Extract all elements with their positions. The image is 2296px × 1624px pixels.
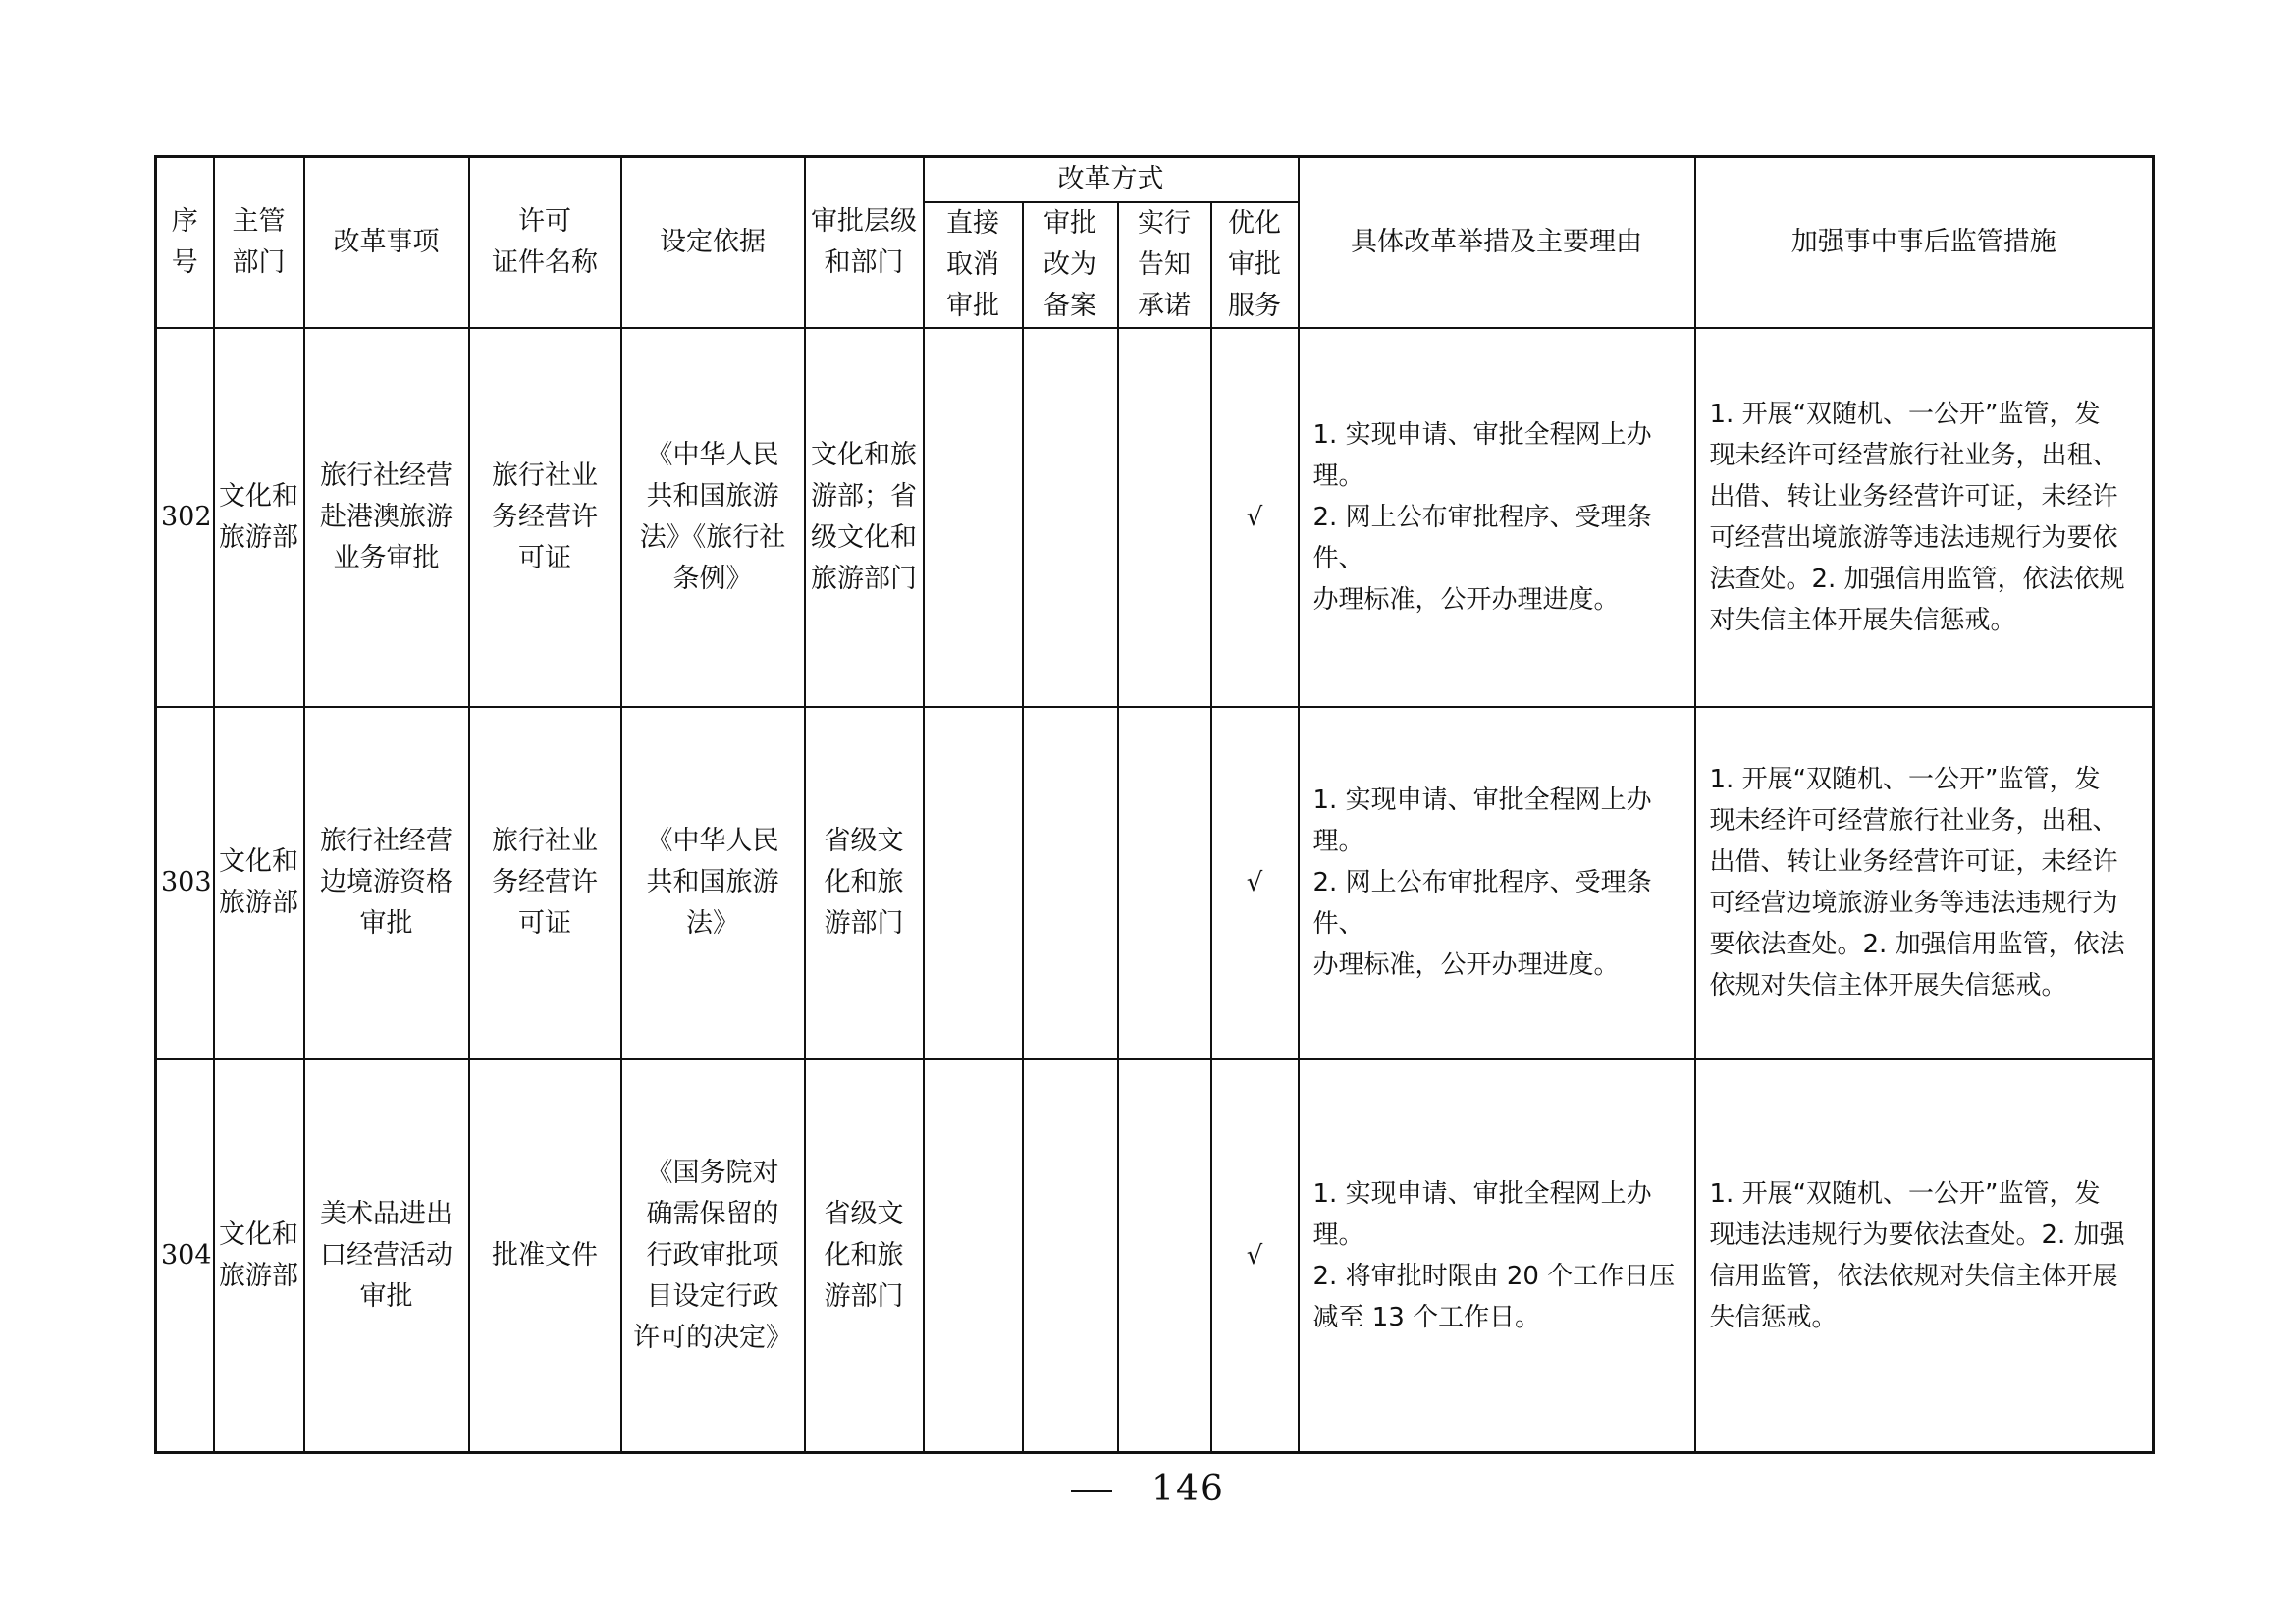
row-dept: 文化和 旅游部 [214, 1059, 304, 1453]
header-mode-optimize: 优化 审批 服务 [1211, 202, 1299, 328]
row-license: 旅行社业 务经营许 可证 [469, 707, 621, 1059]
header-seq: 序 号 [156, 157, 214, 328]
row-supervision: 1. 开展“双随机、一公开”监管，发 现违法违规行为要依法查处。2. 加强 信用监管，依法依规对失信主体开展 失信惩戒。 [1695, 1059, 2154, 1453]
row-level: 省级文 化和旅 游部门 [805, 1059, 924, 1453]
row-dept: 文化和 旅游部 [214, 328, 304, 707]
row-seq: 303 [156, 707, 214, 1059]
row-basis: 《中华人民 共和国旅游 法》 [621, 707, 805, 1059]
row-license: 批准文件 [469, 1059, 621, 1453]
row-seq: 302 [156, 328, 214, 707]
header-dept: 主管 部门 [214, 157, 304, 328]
row-level: 省级文 化和旅 游部门 [805, 707, 924, 1059]
header-mode-cancel: 直接 取消 审批 [924, 202, 1023, 328]
row-supervision: 1. 开展“双随机、一公开”监管，发 现未经许可经营旅行社业务，出租、 出借、转让业务经营许可证，未经许 可经营出境旅游等违法违规行为要依 法查处。2. 加强信用监管，依法依规 对失信主体开展失信惩戒。 [1695, 328, 2154, 707]
header-item: 改革事项 [304, 157, 469, 328]
row-mark-cancel [924, 328, 1023, 707]
row-mark-filing [1023, 707, 1118, 1059]
row-mark-cancel [924, 707, 1023, 1059]
row-license: 旅行社业 务经营许 可证 [469, 328, 621, 707]
row-item: 旅行社经营 赴港澳旅游 业务审批 [304, 328, 469, 707]
row-mark-notify [1118, 328, 1211, 707]
table-row [156, 1059, 2154, 1453]
page-number: 146 [1151, 1469, 1225, 1509]
row-basis: 《国务院对 确需保留的 行政审批项 目设定行政 许可的决定》 [621, 1059, 805, 1453]
header-mode-filing: 审批 改为 备案 [1023, 202, 1118, 328]
row-basis: 《中华人民 共和国旅游 法》《旅行社 条例》 [621, 328, 805, 707]
header-supervision: 加强事中事后监管措施 [1695, 157, 2154, 328]
header-level: 审批层级 和部门 [805, 157, 924, 328]
row-mark-filing [1023, 328, 1118, 707]
header-mode-notify: 实行 告知 承诺 [1118, 202, 1211, 328]
table-row [156, 328, 2154, 707]
row-supervision: 1. 开展“双随机、一公开”监管，发 现未经许可经营旅行社业务，出租、 出借、转让业务经营许可证，未经许 可经营边境旅游业务等违法违规行为 要依法查处。2. 加强信用监管，依法 依规对失信主体开展失信惩戒。 [1695, 707, 2154, 1059]
row-item: 美术品进出 口经营活动 审批 [304, 1059, 469, 1453]
row-mark-notify [1118, 1059, 1211, 1453]
page-footer [0, 1469, 2296, 1509]
row-level: 文化和旅 游部；省 级文化和 旅游部门 [805, 328, 924, 707]
row-item: 旅行社经营 边境游资格 审批 [304, 707, 469, 1059]
row-mark-notify [1118, 707, 1211, 1059]
row-measures: 1. 实现申请、审批全程网上办理。 2. 将审批时限由 20 个工作日压 减至 13 个工作日。 [1299, 1059, 1695, 1453]
header-measures: 具体改革举措及主要理由 [1299, 157, 1695, 328]
row-mark-cancel [924, 1059, 1023, 1453]
footer-dash [1071, 1490, 1112, 1492]
row-measures: 1. 实现申请、审批全程网上办理。 2. 网上公布审批程序、受理条件、 办理标准，公开办理进度。 [1299, 707, 1695, 1059]
header-mode-group: 改革方式 [924, 157, 1299, 202]
row-mark-optimize: √ [1211, 1059, 1299, 1453]
row-dept: 文化和 旅游部 [214, 707, 304, 1059]
row-seq: 304 [156, 1059, 214, 1453]
row-mark-optimize: √ [1211, 707, 1299, 1059]
row-mark-filing [1023, 1059, 1118, 1453]
row-measures: 1. 实现申请、审批全程网上办理。 2. 网上公布审批程序、受理条件、 办理标准，公开办理进度。 [1299, 328, 1695, 707]
reform-table [154, 155, 2155, 1454]
header-license: 许可 证件名称 [469, 157, 621, 328]
header-basis: 设定依据 [621, 157, 805, 328]
table-row [156, 707, 2154, 1059]
row-mark-optimize: √ [1211, 328, 1299, 707]
